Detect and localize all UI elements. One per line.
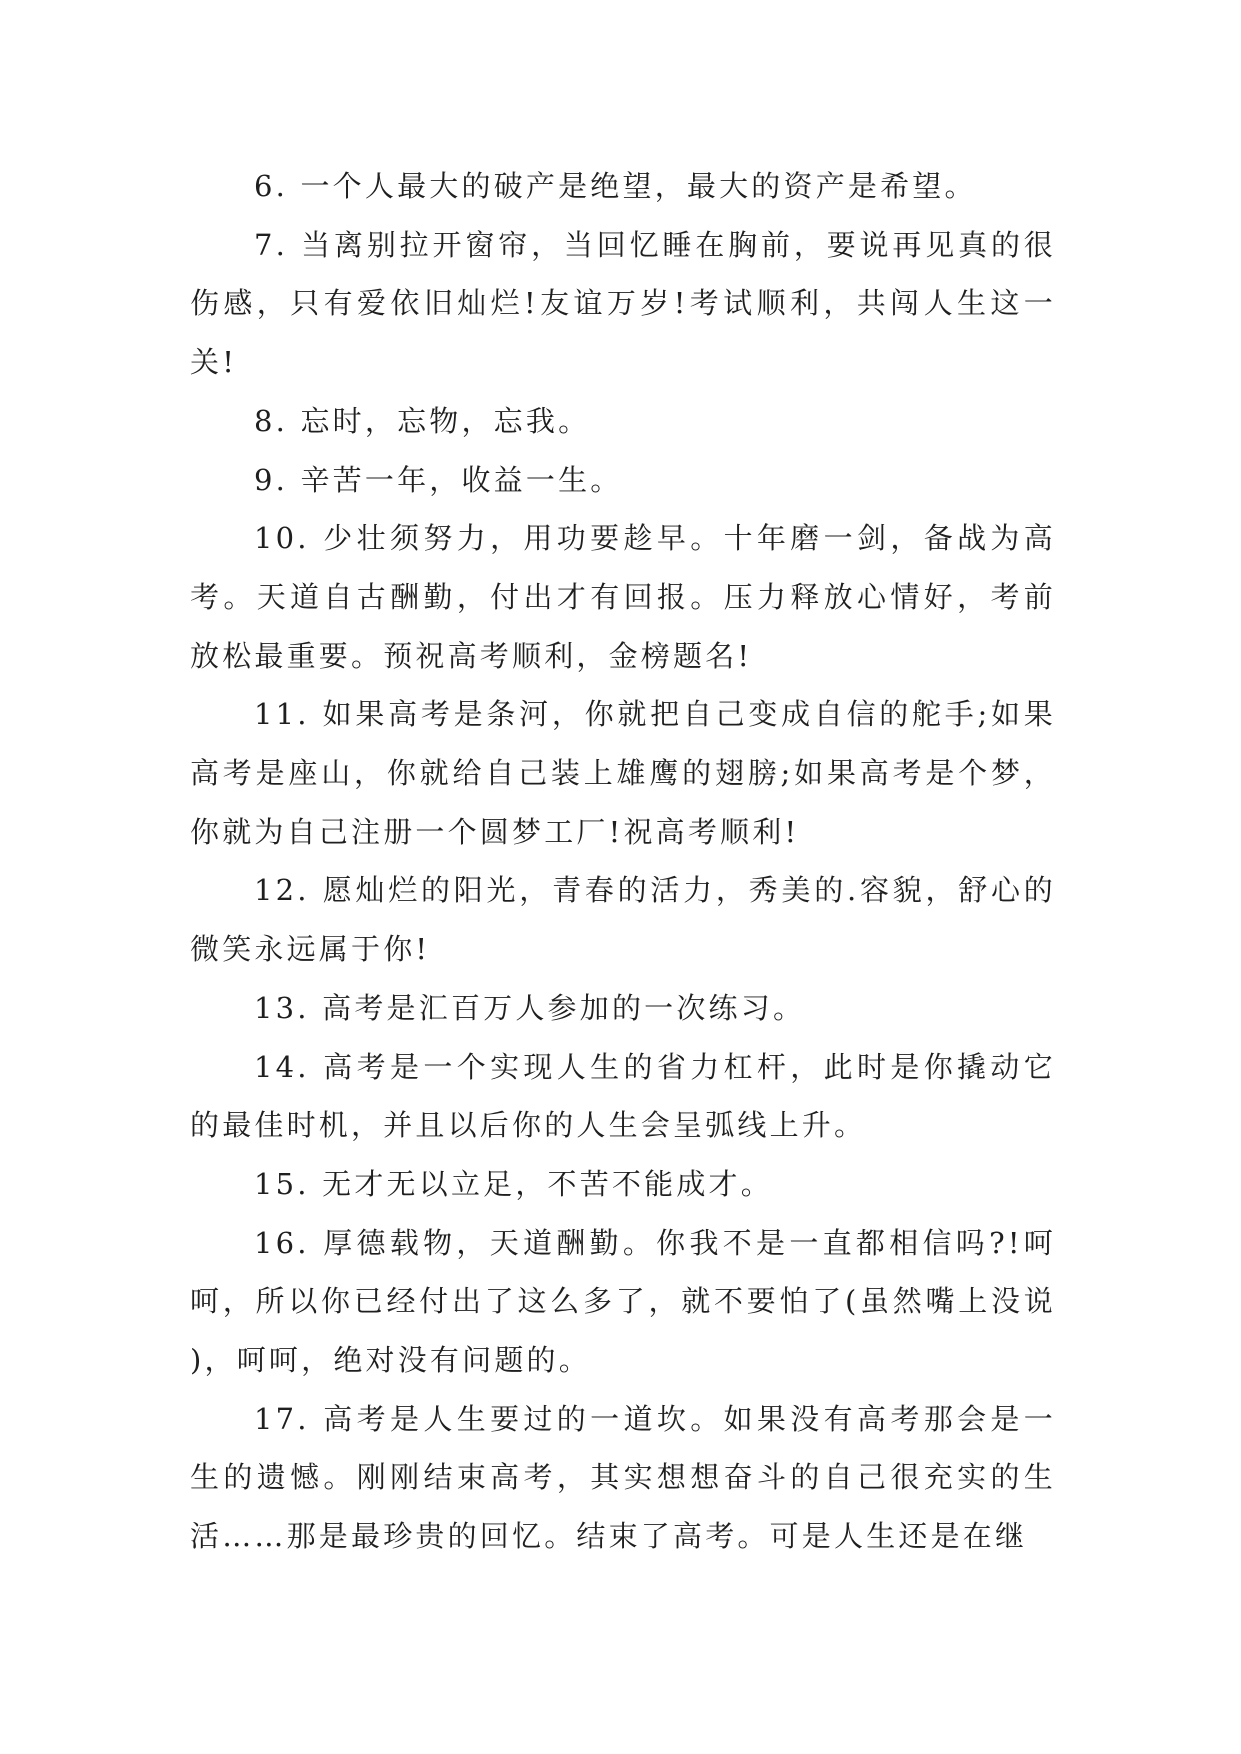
paragraph-item-16: 16. 厚德载物，天道酬勤。你我不是一直都相信吗?!呵呵，所以你已经付出了这么多了，就不要怕了(虽然嘴上没说)，呵呵，绝对没有问题的。 [190,1225,1056,1378]
paragraph-item-11: 11. 如果高考是条河，你就把自己变成自信的舵手;如果高考是座山，你就给自己装上雄鹰的翅膀;如果高考是个梦，你就为自己注册一个圆梦工厂!祝高考顺利! [190,697,1056,849]
paragraph-item-13: 13. 高考是汇百万人参加的一次练习。 [254,990,806,1025]
paragraph-item-17: 17. 高考是人生要过的一道坎。如果没有高考那会是一生的遗憾。刚刚结束高考，其实想想奋斗的自己很充实的生活……那是最珍贵的回忆。结束了高考。可是人生还是在继 [190,1401,1056,1554]
paragraph-item-14: 14. 高考是一个实现人生的省力杠杆，此时是你撬动它的最佳时机，并且以后你的人生会呈弧线上升。 [190,1049,1056,1143]
paragraph-item-8: 8. 忘时，忘物，忘我。 [254,403,591,438]
paragraph-item-7: 7. 当离别拉开窗帘，当回忆睡在胸前，要说再见真的很伤感，只有爱依旧灿烂!友谊万岁!考试顺利，共闯人生这一关! [190,227,1056,380]
document-body [190,157,1056,1566]
paragraph-item-9: 9. 辛苦一年，收益一生。 [254,462,623,497]
paragraph-item-6: 6. 一个人最大的破产是绝望，最大的资产是希望。 [254,169,977,203]
paragraph-item-15: 15. 无才无以立足，不苦不能成才。 [254,1166,773,1201]
paragraph-item-10: 10. 少壮须努力，用功要趁早。十年磨一剑，备战为高考。天道自古酬勤，付出才有回报。压力释放心情好，考前放松最重要。预祝高考顺利，金榜题名! [190,521,1056,673]
paragraph-item-12: 12. 愿灿烂的阳光，青春的活力，秀美的.容貌，舒心的微笑永远属于你! [190,873,1056,967]
